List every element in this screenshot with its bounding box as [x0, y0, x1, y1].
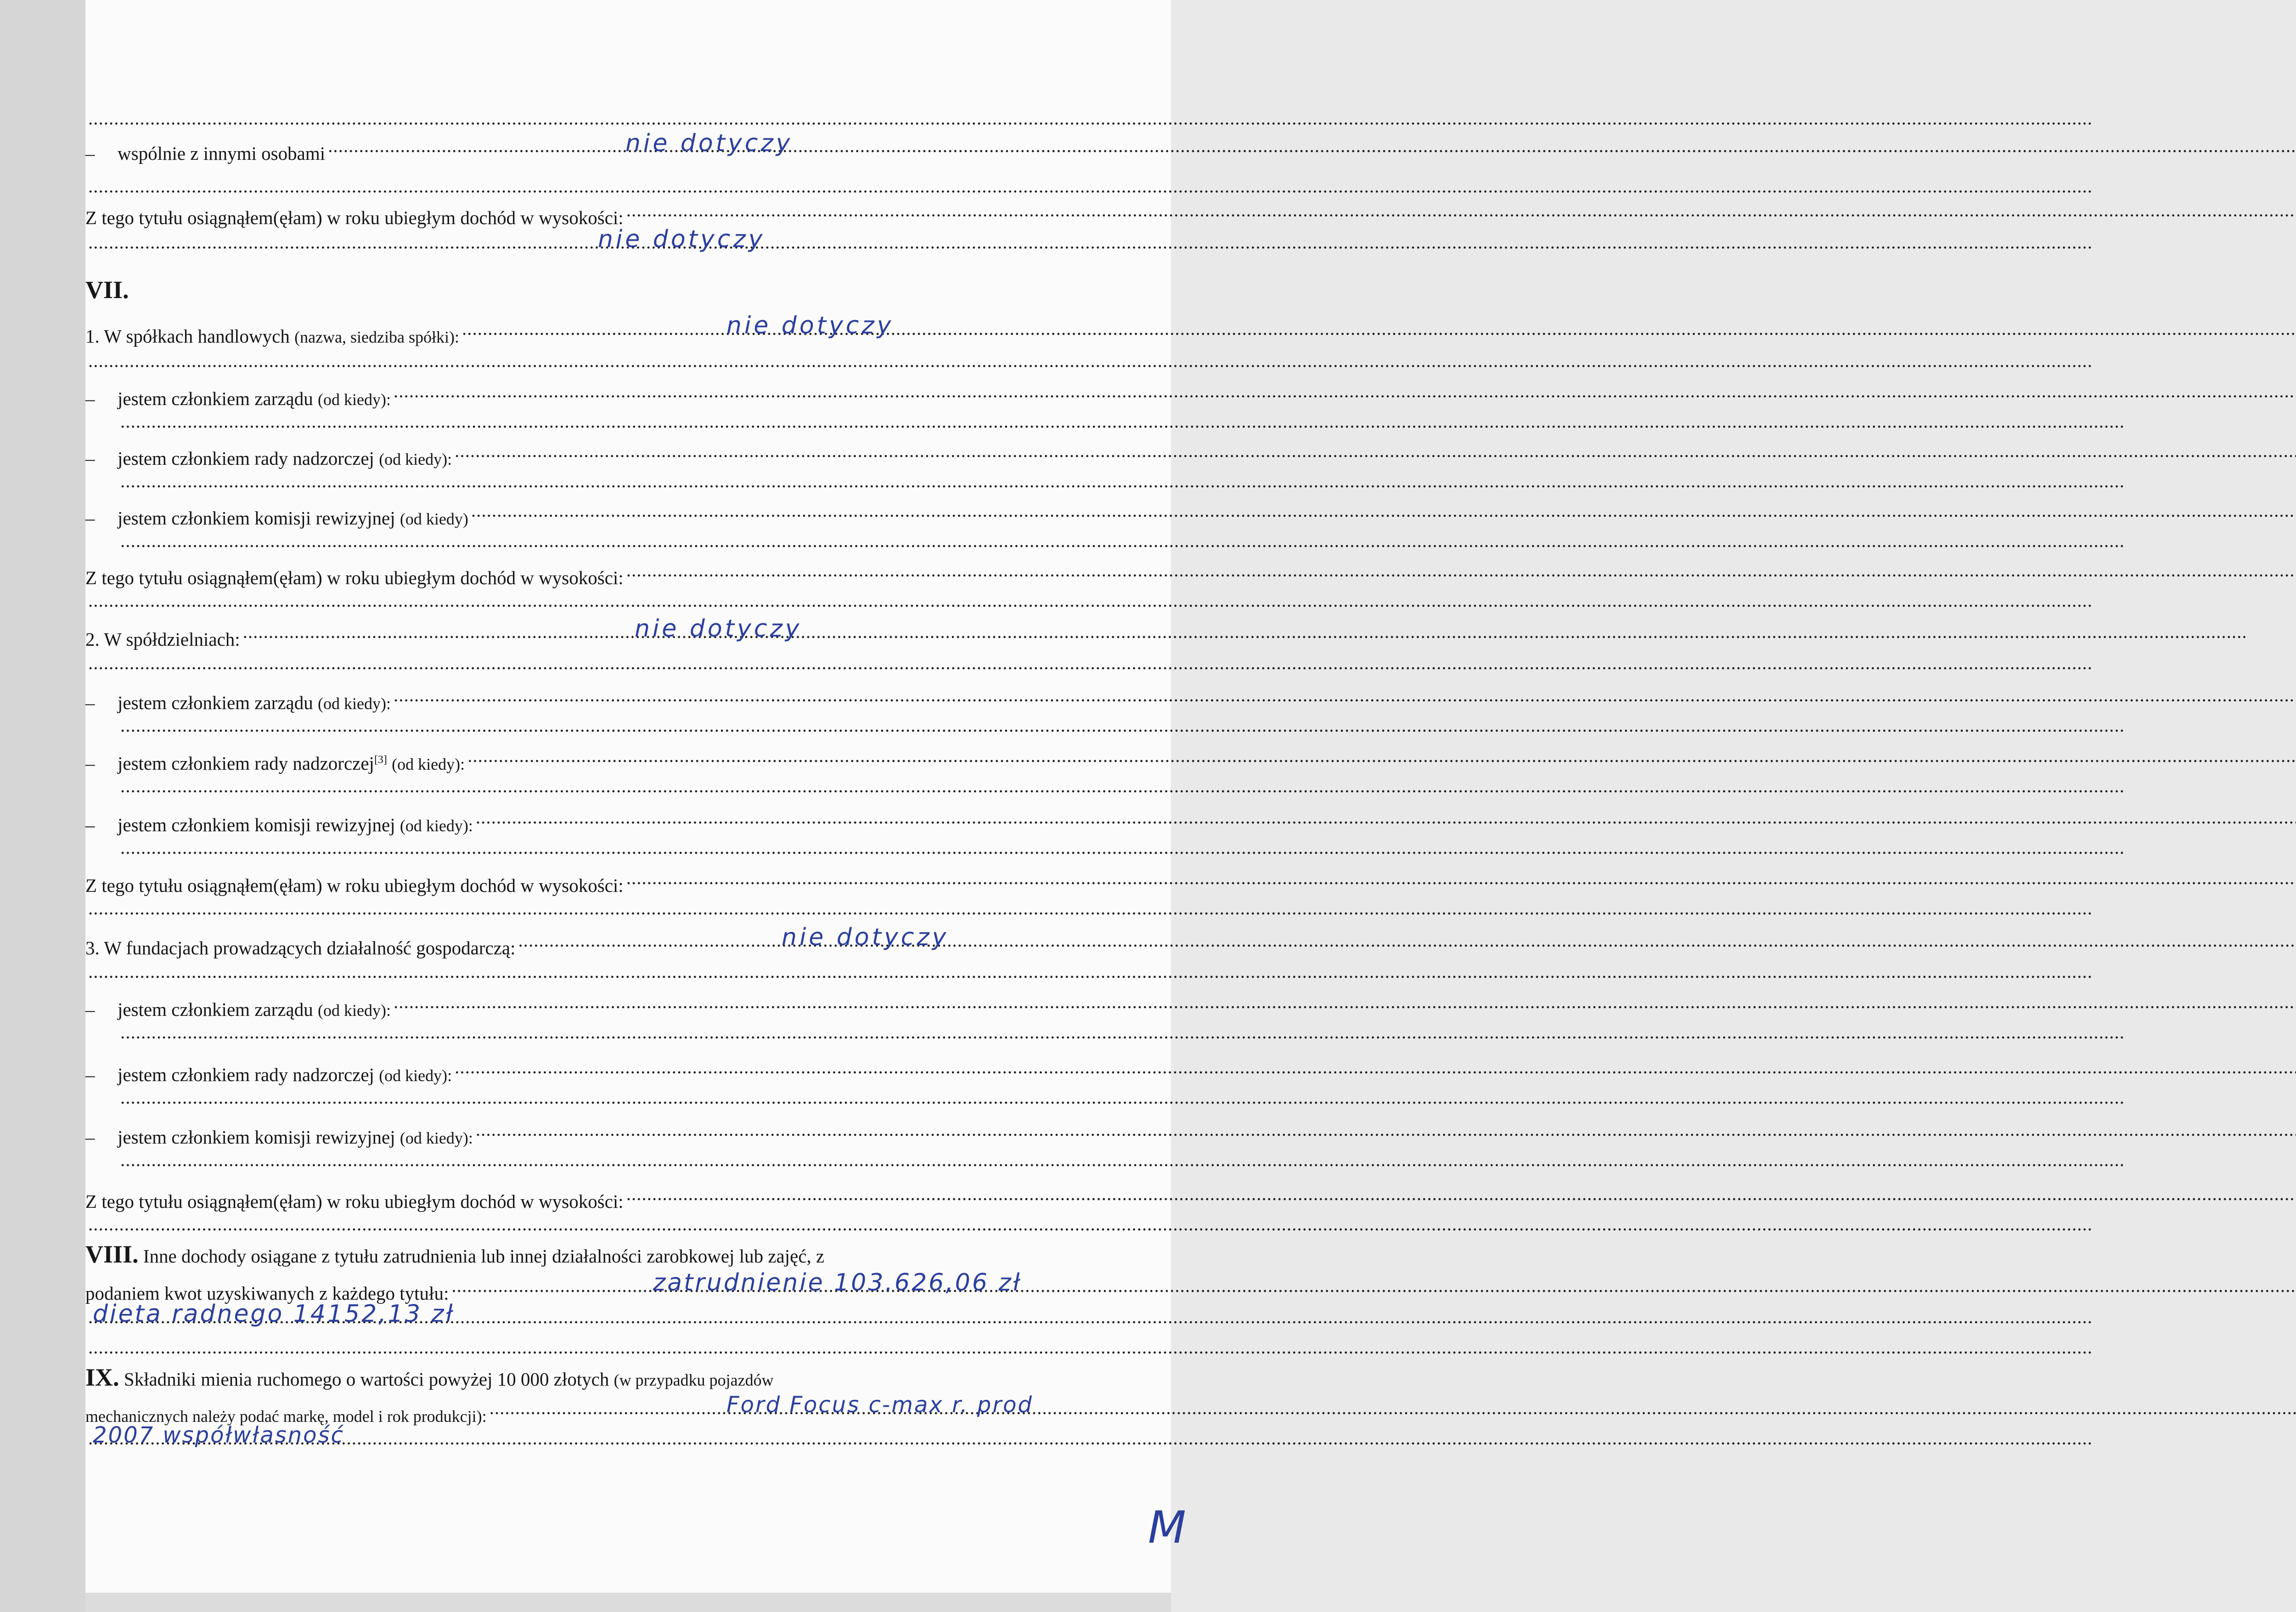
footnote-ref: [3]: [374, 754, 387, 766]
dotted-line: [85, 1018, 1183, 1046]
handwritten-answer: nie dotyczy: [625, 130, 793, 157]
joint-ownership-line: – wspólnie z innymi osobami .....: [85, 131, 1183, 160]
section-ix-title: IX.: [85, 1364, 119, 1391]
section-viii-title: VIII.: [85, 1240, 139, 1268]
dotted-line: [85, 957, 1183, 986]
income-label: Z tego tytułu osiągnąłem(ęłam) w roku ubiegłym dochód w wysokości:: [85, 207, 624, 228]
q3-supervisory-line: – jestem członkiem rady nadzorczej (od kiedy): .....: [85, 1053, 1183, 1081]
q3-audit-line: – jestem członkiem komisji rewizyjnej (od kiedy): .....: [85, 1115, 1183, 1144]
q1-label: 1. W spółkach handlowych: [85, 326, 290, 347]
section-vii-title: VII.: [85, 276, 129, 304]
scan-bottom-edge: [85, 1593, 1171, 1612]
section-viii-line-2: podaniem kwot uzyskiwanych z każdego tytułu: .....: [85, 1271, 1183, 1300]
q1-audit-line: – jestem członkiem komisji rewizyjnej (od kiedy) .....: [85, 496, 1183, 524]
q1-board-line: – jestem członkiem zarządu (od kiedy): .....: [85, 377, 1183, 405]
dotted-line: [85, 894, 1183, 922]
handwritten-answer: dieta radnego 14152,13 zł: [93, 1300, 455, 1328]
dotted-line: [85, 104, 1183, 132]
q2-label: 2. W spółdzielniach:: [85, 629, 240, 650]
q2-board-line: – jestem członkiem zarządu (od kiedy): .....: [85, 681, 1183, 709]
dotted-line: [85, 772, 1183, 800]
handwritten-answer: nie dotyczy: [635, 615, 802, 643]
dotted-line: [85, 407, 1183, 435]
income-line: [85, 196, 1183, 228]
q1-hint: (nazwa, siedziba spółki):: [294, 328, 459, 346]
q3-label: 3. W fundacjach prowadzących działalność gospodarczą:: [85, 937, 516, 958]
dotted-line: [85, 648, 1183, 677]
dotted-line: [85, 467, 1183, 495]
income-line: Z tego tytułu osiągnąłem(ęłam) w roku ubiegłym dochód w wysokości: .....: [85, 1179, 1183, 1208]
dotted-line: [85, 711, 1183, 739]
margin-initial: M: [1148, 1502, 1186, 1553]
section-viii-line-1: VIII. Inne dochody osiągane z tytułu zatrudnienia lub innej działalności zarobkowej lub zajęć, z: [85, 1240, 825, 1268]
q3-board-line: – jestem członkiem zarządu (od kiedy): .....: [85, 987, 1183, 1016]
form-page: [85, 0, 1171, 1593]
dotted-line: [85, 833, 1183, 862]
income-line: Z tego tytułu osiągnąłem(ęłam) w roku ubiegłym dochód w wysokości: .....: [85, 863, 1183, 892]
section-ix-line-1: IX. Składniki mienia ruchomego o wartości powyżej 10 000 złotych (w przypadku pojazdów: [85, 1364, 774, 1391]
handwritten-answer: Ford Focus c-max r. prod: [726, 1392, 1033, 1418]
handwritten-answer: nie dotyczy: [782, 924, 949, 951]
handwritten-answer: nie dotyczy: [726, 312, 894, 339]
dotted-line: [85, 1210, 1183, 1238]
q1-supervisory-line: – jestem członkiem rady nadzorczej (od kiedy): .....: [85, 436, 1183, 465]
q1-line: [85, 314, 1183, 347]
dotted-line: [85, 526, 1183, 555]
handwritten-answer: 2007 współwłasność: [93, 1422, 344, 1448]
q2-line: [85, 617, 1183, 650]
q2-audit-line: – jestem członkiem komisji rewizyjnej (od kiedy): .....: [85, 803, 1183, 831]
dotted-line: [85, 1083, 1183, 1111]
joint-label: wspólnie z innymi osobami: [118, 143, 326, 164]
q3-line: [85, 926, 1183, 958]
handwritten-answer: nie dotyczy: [598, 225, 765, 253]
section-ix-line-2: mechanicznych należy podać markę, model i rok produkcji): .....: [85, 1393, 1183, 1422]
q2-supervisory-line: – jestem członkiem rady nadzorczej[3] (od kiedy): .....: [85, 741, 1183, 770]
dotted-line: [85, 1333, 1183, 1361]
dotted-line: [85, 346, 1183, 375]
scan-background: [0, 0, 85, 1612]
handwritten-answer: zatrudnienie 103.626,06 zł: [653, 1269, 1022, 1296]
dotted-line: [85, 586, 1183, 614]
income-line: Z tego tytułu osiągnąłem(ęłam) w roku ubiegłym dochód w wysokości: .....: [85, 556, 1183, 584]
dotted-line: [85, 1145, 1183, 1174]
